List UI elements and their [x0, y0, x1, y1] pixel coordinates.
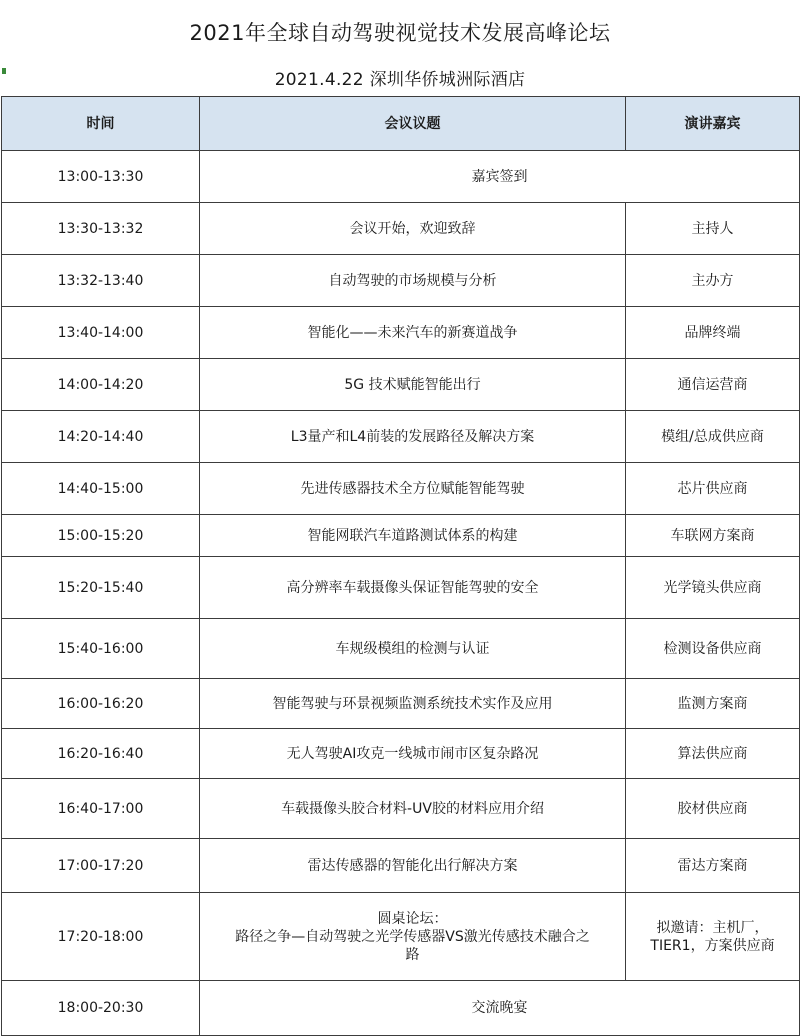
- page-subtitle: 2021.4.22 深圳华侨城洲际酒店: [274, 70, 526, 90]
- speaker-cell: 芯片供应商: [626, 463, 800, 515]
- speaker-line: 拟邀请：主机厂，: [656, 919, 769, 936]
- topic-line: 圆桌论坛：: [377, 910, 448, 927]
- time-cell: 17:20-18:00: [2, 893, 200, 981]
- table-row: [2, 151, 800, 203]
- topic-cell: 5G 技术赋能智能出行: [200, 359, 626, 411]
- topic-cell: 车载摄像头胶合材料-UV胶的材料应用介绍: [200, 779, 626, 839]
- page-title: 2021年全球自动驾驶视觉技术发展高峰论坛: [189, 21, 611, 45]
- topic-line: 路径之争—自动驾驶之光学传感器VS激光传感技术融合之: [235, 928, 590, 945]
- speaker-cell: 监测方案商: [626, 679, 800, 729]
- table-row: [2, 619, 800, 679]
- table-row: [2, 463, 800, 515]
- topic-cell: 高分辨率车载摄像头保证智能驾驶的安全: [200, 557, 626, 619]
- table-row: [2, 679, 800, 729]
- table-row: [2, 981, 800, 1036]
- topic-cell: L3量产和L4前装的发展路径及解决方案: [200, 411, 626, 463]
- table-row: [2, 307, 800, 359]
- topic-cell: 交流晚宴: [200, 981, 800, 1036]
- time-cell: 15:00-15:20: [2, 515, 200, 557]
- topic-cell: 雷达传感器的智能化出行解决方案: [200, 839, 626, 893]
- table-row: [2, 411, 800, 463]
- time-cell: 16:40-17:00: [2, 779, 200, 839]
- speaker-cell: 主持人: [626, 203, 800, 255]
- table-row: [2, 779, 800, 839]
- agenda-table: [1, 96, 800, 1036]
- topic-cell: 自动驾驶的市场规模与分析: [200, 255, 626, 307]
- table-row: [2, 839, 800, 893]
- topic-cell: 会议开始，欢迎致辞: [200, 203, 626, 255]
- time-cell: 13:00-13:30: [2, 151, 200, 203]
- table-row: [2, 729, 800, 779]
- time-cell: 14:40-15:00: [2, 463, 200, 515]
- time-cell: 18:00-20:30: [2, 981, 200, 1036]
- topic-cell: 智能网联汽车道路测试体系的构建: [200, 515, 626, 557]
- table-row: [2, 515, 800, 557]
- topic-cell: 先进传感器技术全方位赋能智能驾驶: [200, 463, 626, 515]
- topic-cell: [200, 893, 626, 981]
- speaker-cell: 主办方: [626, 255, 800, 307]
- topic-cell: 智能驾驶与环景视频监测系统技术实作及应用: [200, 679, 626, 729]
- table-row: [2, 255, 800, 307]
- speaker-cell: 通信运营商: [626, 359, 800, 411]
- table-row: [2, 557, 800, 619]
- speaker-line: TIER1，方案供应商: [650, 937, 775, 954]
- topic-cell: 嘉宾签到: [200, 151, 800, 203]
- table-row: [2, 893, 800, 981]
- time-cell: 15:20-15:40: [2, 557, 200, 619]
- column-header-speaker: 演讲嘉宾: [626, 97, 800, 151]
- speaker-cell: 胶材供应商: [626, 779, 800, 839]
- speaker-cell: 车联网方案商: [626, 515, 800, 557]
- column-header-time: 时间: [2, 97, 200, 151]
- table-header-row: [2, 97, 800, 151]
- time-cell: 13:30-13:32: [2, 203, 200, 255]
- topic-line: 路: [405, 946, 420, 963]
- time-cell: 14:00-14:20: [2, 359, 200, 411]
- topic-cell: 无人驾驶AI攻克一线城市闹市区复杂路况: [200, 729, 626, 779]
- topic-cell: 车规级模组的检测与认证: [200, 619, 626, 679]
- speaker-cell: [626, 893, 800, 981]
- speaker-cell: 算法供应商: [626, 729, 800, 779]
- time-cell: 14:20-14:40: [2, 411, 200, 463]
- speaker-cell: 检测设备供应商: [626, 619, 800, 679]
- speaker-cell: 雷达方案商: [626, 839, 800, 893]
- speaker-cell: 品牌终端: [626, 307, 800, 359]
- time-cell: 16:00-16:20: [2, 679, 200, 729]
- time-cell: 15:40-16:00: [2, 619, 200, 679]
- table-row: [2, 203, 800, 255]
- topic-cell: 智能化——未来汽车的新赛道战争: [200, 307, 626, 359]
- column-header-topic: 会议议题: [200, 97, 626, 151]
- time-cell: 17:00-17:20: [2, 839, 200, 893]
- time-cell: 16:20-16:40: [2, 729, 200, 779]
- speaker-cell: 光学镜头供应商: [626, 557, 800, 619]
- time-cell: 13:32-13:40: [2, 255, 200, 307]
- time-cell: 13:40-14:00: [2, 307, 200, 359]
- table-row: [2, 359, 800, 411]
- speaker-cell: 模组/总成供应商: [626, 411, 800, 463]
